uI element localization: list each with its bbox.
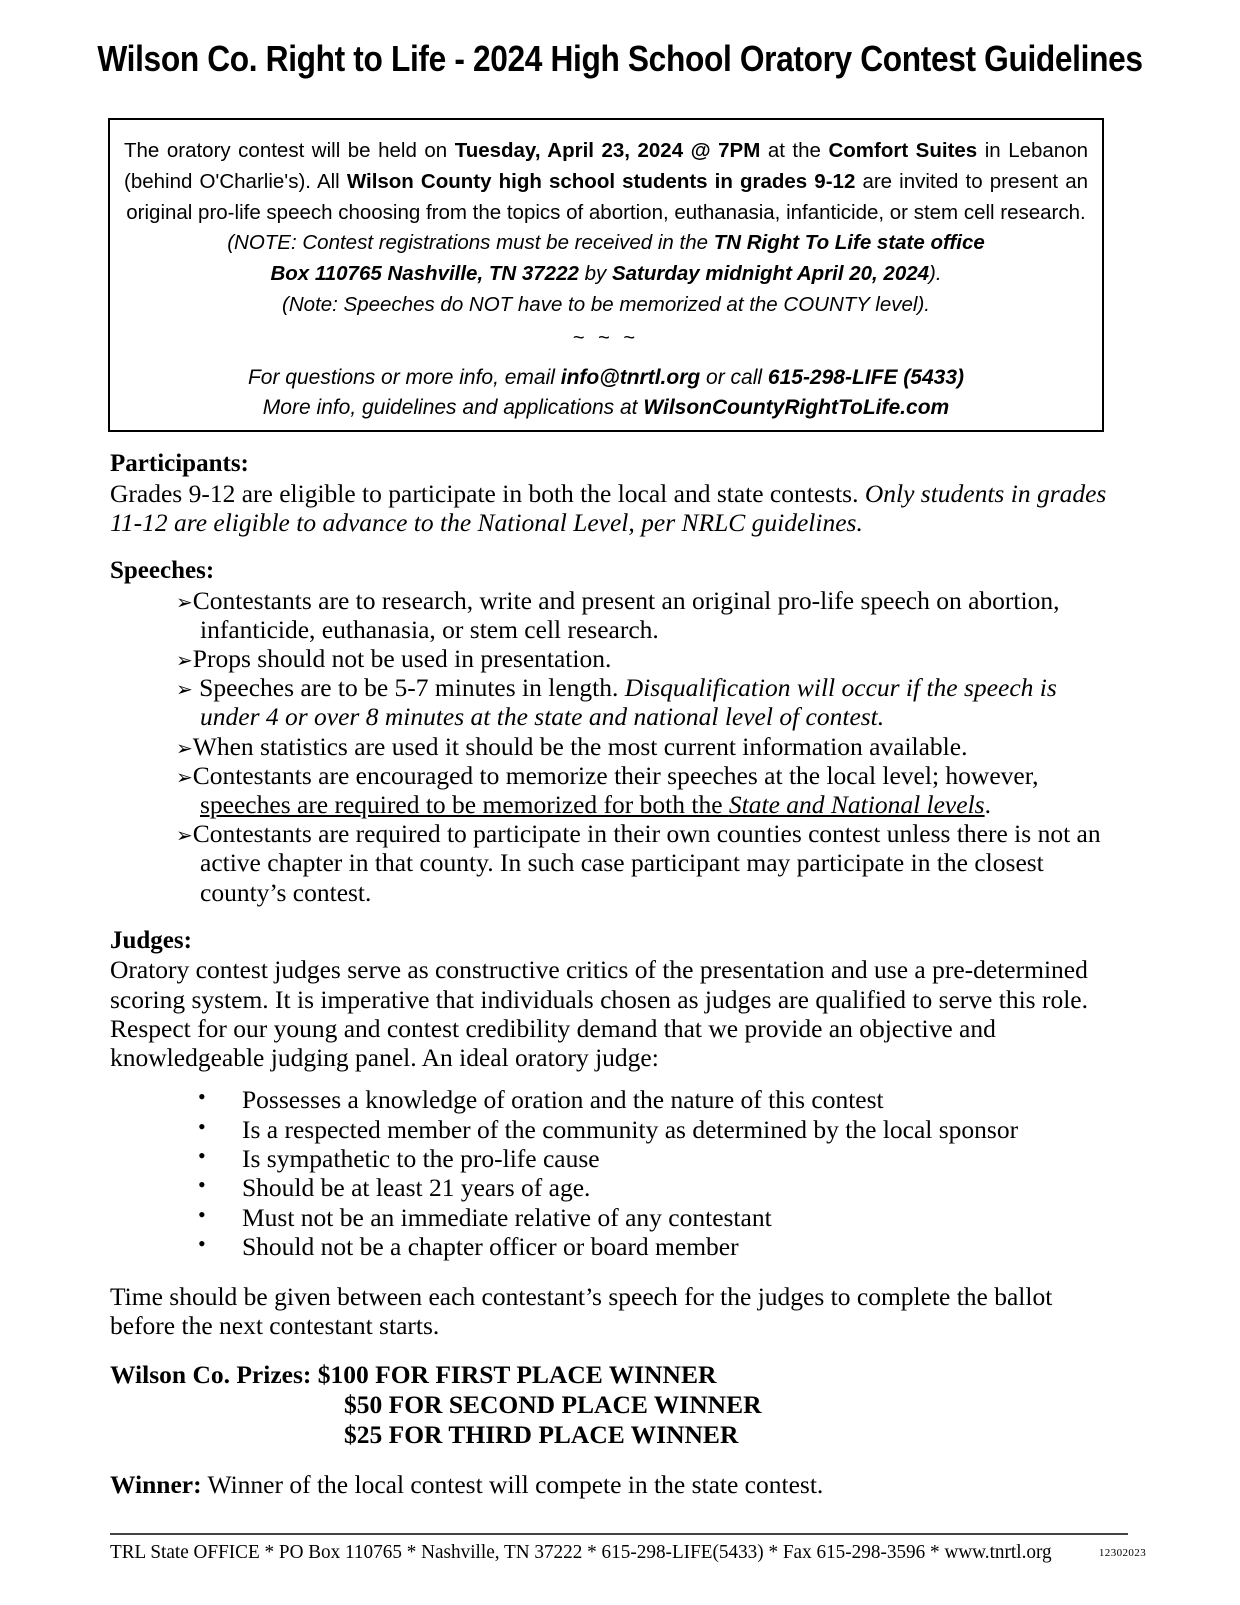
judge-criterion-text: Should be at least 21 years of age. [242,1173,591,1203]
list-item [176,819,1112,907]
arrow-bullet-icon: ➢ [176,823,193,848]
footer-divider [110,1533,1128,1535]
arrow-bullet-icon: ➢ [176,735,193,760]
memorization-period: . [984,789,991,819]
list-item [176,732,1112,761]
footer-revision-code: 12302023 [1098,1547,1147,1559]
speeches-list [110,586,1112,907]
winner-label: Winner: [110,1470,202,1500]
footer-contact-line: TRL State OFFICE * PO Box 110765 * Nashville, TN 37222 * 615-298-LIFE(5433) * Fax 615-298-3596 * www.tnrtl.org [110,1541,1052,1563]
judge-criterion-text: Should not be a chapter officer or board member [242,1232,739,1262]
announcement-eligibility: Wilson County high school students in grades 9-12 [346,169,856,193]
registration-deadline: Saturday midnight April 20, 2024 [611,262,930,285]
dot-bullet-icon: • [198,1084,206,1110]
list-item [110,1203,1112,1232]
winner-text: Winner of the local contest will compete in the state contest. [201,1470,824,1500]
announcement-text-3: in Lebanon (behind O'Charlie's). All [124,139,1089,193]
arrow-bullet-icon: ➢ [176,648,193,672]
dot-bullet-icon: • [198,1231,206,1257]
memorization-levels: State and National levels [728,789,985,819]
memorization-note-text: (Note: Speeches do NOT have to be memorized at the COUNTY level). [282,292,930,316]
list-item [110,1085,1112,1114]
announcement-main-paragraph [124,136,1088,228]
list-item [176,644,1112,673]
footer [110,1541,1147,1564]
memorization-requirement-text: speeches are required to be memorized for both the [200,789,729,819]
participants-heading: Participants: [110,450,249,477]
participants-text: Grades 9-12 are eligible to participate in both the local and state contests. [110,478,865,508]
judges-heading: Judges: [110,926,192,954]
list-item [110,1115,1112,1144]
list-item [110,1173,1112,1202]
page-title: Wilson Co. Right to Life - 2024 High School Oratory Contest Guidelines [97,38,1143,79]
contact-text-2: or call [700,365,768,389]
announcement-datetime: Tuesday, April 23, 2024 @ 7PM [454,139,761,162]
memorization-requirement [200,790,985,819]
dot-bullet-icon: • [198,1113,206,1139]
state-office-label: TN Right To Life state office [713,231,985,255]
announcement-venue: Comfort Suites [828,139,978,162]
announcement-text-2: at the [760,139,829,162]
registration-note-line-2 [124,259,1088,290]
registration-note-line-1 [124,228,1088,259]
speech-rule-text: Contestants are to research, write and present an original pro-life speech on abortion, infanticide, euthanasia, or stem cell research. [192,585,1060,644]
list-item [110,1144,1112,1173]
participants-paragraph [110,479,1112,537]
speech-rule-text: Contestants are required to participate in their own counties contest unless there is not an active chapter in that county. In such case participant may participate in the closest county’s contest. [192,819,1101,907]
prize-second-place: $50 FOR SECOND PLACE WINNER [344,1390,762,1420]
contact-text-1: For questions or more info, email [247,365,561,389]
timing-paragraph: Time should be given between each contestant’s speech for the judges to complete the ballot before the next contestant starts. [110,1281,1053,1340]
speech-rule-text: Speeches are to be 5-7 minutes in length. [192,673,625,703]
deadline-connector: by [578,262,612,285]
list-item [176,761,1112,819]
website-url[interactable]: WilsonCountyRightToLife.com [643,395,950,419]
winner-paragraph [110,1470,1112,1499]
judge-criterion-text: Possesses a knowledge of oration and the nature of this contest [242,1085,884,1115]
mailing-address: Box 110765 Nashville, TN 37222 [270,262,579,285]
announcement-text-4: are invited to present an original pro-life speech choosing from the topics of abortion, euthanasia, infanticide, or stem cell research. [126,169,1088,224]
arrow-bullet-icon: ➢ [176,677,193,702]
judge-criteria-list [110,1085,1112,1262]
deadline-close-paren: ). [929,262,942,285]
memorization-note [124,290,1088,321]
prize-first-place: Wilson Co. Prizes: $100 FOR FIRST PLACE WINNER [110,1360,717,1390]
speech-rule-text: When statistics are used it should be the most current information available. [192,731,968,761]
judge-criterion-text: Is sympathetic to the pro-life cause [242,1143,600,1173]
announcement-box [108,118,1104,432]
list-item [176,586,1112,644]
speeches-heading: Speeches: [110,557,215,584]
dot-bullet-icon: • [198,1201,206,1227]
tilde-separator: ~ ~ ~ [572,326,640,349]
website-text: More info, guidelines and applications at [262,395,644,419]
speech-rule-text: Props should not be used in presentation. [192,644,612,673]
judge-criterion-text: Is a respected member of the community as determined by the local sponsor [242,1114,1019,1144]
dot-bullet-icon: • [198,1142,206,1168]
contact-info [124,363,1088,424]
judges-intro-paragraph: Oratory contest judges serve as constructive critics of the presentation and use a pre-determined scoring system. It is imperative that individuals chosen as judges are qualified to serve this role. Respect for our young and contest credibility demand that we provide an objective and knowledgeable judging panel. An ideal oratory judge: [110,955,1088,1072]
prizes-block [110,1360,1112,1450]
contact-phone[interactable]: 615-298-LIFE (5433) [767,365,965,389]
speech-rule-text: Contestants are encouraged to memorize their speeches at the local level; however, [192,760,1039,790]
main-content [110,450,1112,1499]
participants-national-note: Only students in grades 11-12 are eligible to advance to the National Level, per NRLC guidelines. [110,478,1107,537]
list-item [110,1232,1112,1261]
arrow-bullet-icon: ➢ [176,764,193,789]
contact-line-website [124,393,1088,423]
judge-criterion-text: Must not be an immediate relative of any contestant [242,1202,772,1232]
speech-disqualification-note: Disqualification will occur if the speech is under 4 or over 8 minutes at the state and national level of contest. [200,673,1057,732]
dot-bullet-icon: • [198,1172,206,1198]
arrow-bullet-icon: ➢ [176,589,193,614]
registration-note-text: (NOTE: Contest registrations must be received in the [227,231,714,255]
contact-line-email [124,363,1088,393]
list-item [176,673,1112,731]
contact-email[interactable]: info@tnrtl.org [560,365,701,389]
prize-third-place: $25 FOR THIRD PLACE WINNER [344,1420,739,1450]
announcement-text-1: The oratory contest will be held on [124,139,455,162]
